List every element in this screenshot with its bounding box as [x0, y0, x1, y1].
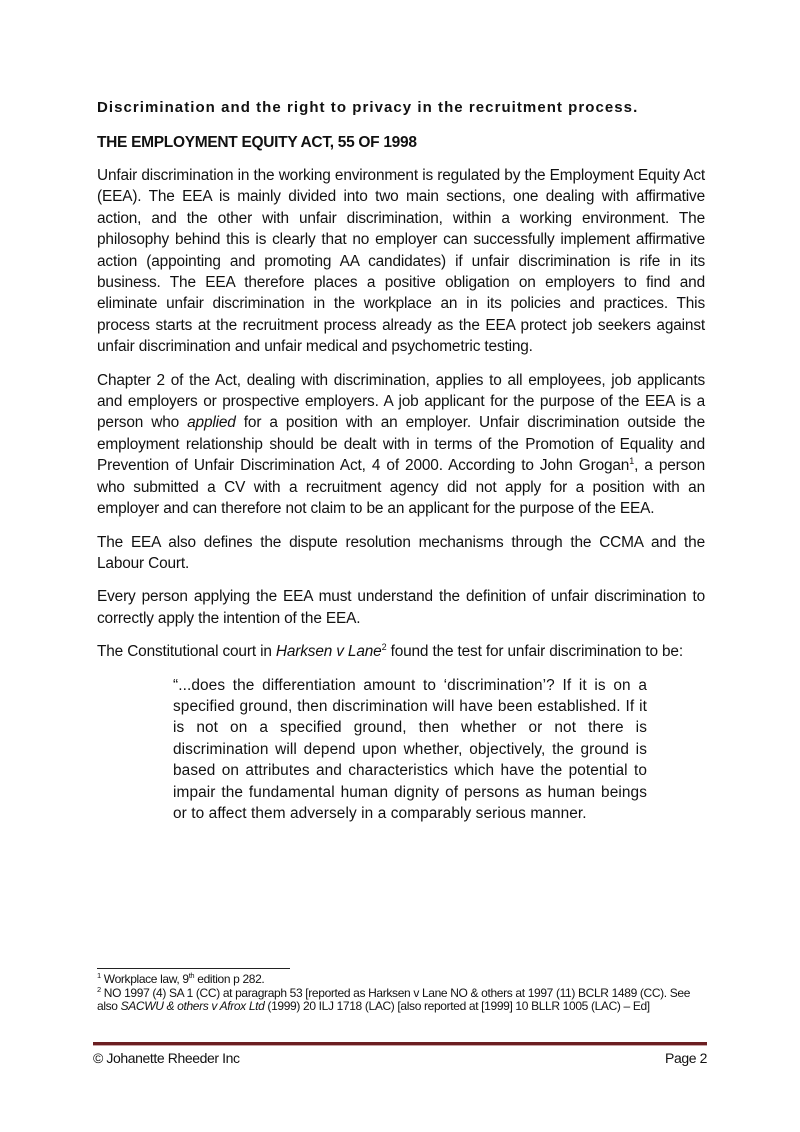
footnote-1 — [97, 973, 705, 987]
text-run: Workplace law, 9 — [100, 972, 189, 986]
document-title: Discrimination and the right to privacy in the recruitment process. — [97, 99, 639, 116]
paragraph-dispute-resolution: The EEA also defines the dispute resolution mechanisms through the CCMA and the Labour Court. — [97, 533, 705, 572]
footnote-reference-1[interactable]: 1 — [629, 456, 635, 467]
case-name-sacwu-v-afrox: SACWU & others v Afrox Ltd — [120, 999, 265, 1013]
footnotes — [97, 973, 705, 1014]
footnote-reference-2[interactable]: 2 — [381, 642, 387, 652]
page-content — [97, 97, 705, 824]
paragraph-harksen-intro — [97, 641, 705, 662]
text-run: (1999) 20 ILJ 1718 (LAC) [also reported at [1999] 10 BLLR 1005 (LAC) – Ed] — [264, 999, 650, 1013]
footer-rule — [93, 1042, 707, 1046]
text-run: for a position with an employer. Unfair discrimination outside the employment relationship should be dealt with in terms of the Promotion of Equality and Prevention of Unfair Discrimination Act, 4 of 2000. According to John Grogan — [97, 414, 705, 475]
text-run: Chapter 2 of the Act, dealing with discrimination, applies to all employees, job applicants and employers or prospective employers. A job applicant for the purpose of the EEA is a person who — [97, 371, 705, 432]
act-heading: THE EMPLOYMENT EQUITY ACT, 55 OF 1998 — [97, 134, 417, 151]
ordinal-suffix: th — [188, 971, 195, 980]
text-run: NO 1997 (4) SA 1 (CC) at paragraph 53 [reported as Harksen v Lane NO & others at 1997 (11) BCLR 1489 (CC). See also — [97, 985, 691, 1013]
footnote-2 — [97, 984, 705, 1014]
case-name-harksen-v-lane: Harksen v Lane — [275, 643, 382, 661]
footer-copyright: © Johanette Rheeder Inc — [93, 1050, 240, 1066]
text-run: edition p 282. — [194, 972, 265, 986]
block-quote: “...does the differentiation amount to ‘discrimination’? If it is on a specified ground, then discrimination will have been established. If it is not on a specified ground, then whether or not there is discrimination will depend upon whether, objectively, the ground is based on attributes and characteristics which have the potential to impair the fundamental human dignity of persons as human beings or to affect them adversely in a comparably serious manner. — [173, 676, 647, 822]
paragraph-definition: Every person applying the EEA must understand the definition of unfair discrimination to correctly apply the intention of the EEA. — [97, 588, 705, 627]
footnote-separator — [97, 968, 290, 969]
page-footer — [93, 1050, 707, 1066]
footnote-marker: 1 — [97, 971, 101, 980]
emphasis-applied: applied — [187, 414, 236, 432]
text-run: The Constitutional court in — [97, 643, 276, 661]
footnote-marker: 2 — [97, 984, 101, 994]
paragraph-chapter-2 — [97, 370, 705, 520]
paragraph-eea-overview: Unfair discrimination in the working environment is regulated by the Employment Equity Act (EEA). The EEA is mainly divided into two main sections, one dealing with affirmative action, and the other with unfair discrimination, within a working environment. The philosophy behind this is clearly that no employer can successfully implement affirmative action (appointing and promoting AA candidates) if unfair discrimination is rife in its business. The EEA therefore places a positive obligation on employers to find and eliminate unfair discrimination in the workplace an in its policies and practices. This process starts at the recruitment process already as the EEA protect job seekers against unfair discrimination and unfair medical and psychometric testing. — [97, 167, 705, 356]
text-run: found the test for unfair discrimination to be: — [386, 643, 683, 661]
text-run: , a person who submitted a CV with a recruitment agency did not apply for a position with an employer and can therefore not claim to be an applicant for the purpose of the EEA. — [97, 457, 705, 518]
page-number: Page 2 — [665, 1050, 707, 1066]
